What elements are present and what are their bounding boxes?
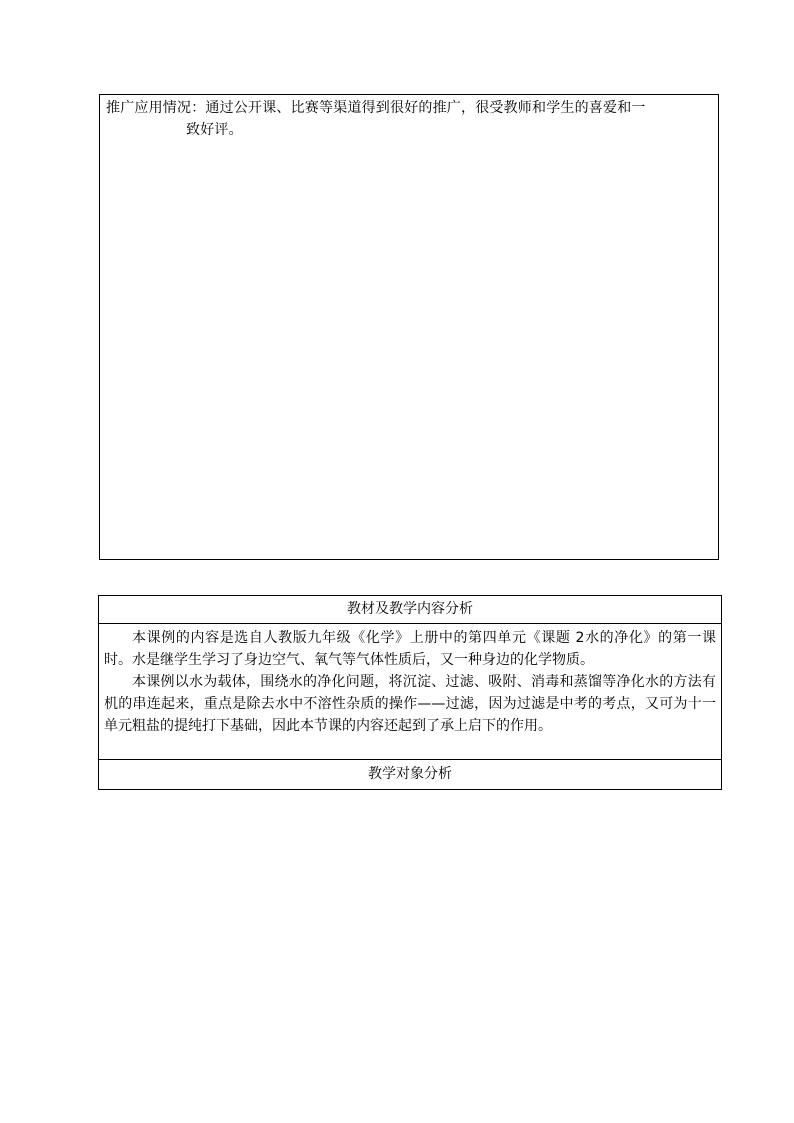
analysis-header-row: [99, 596, 722, 624]
promotion-line2: 致好评。: [186, 122, 243, 138]
analysis-body: [99, 624, 722, 760]
promotion-line1: 通过公开课、比赛等渠道得到很好的推广，很受教师和学生的喜爱和一: [205, 100, 646, 116]
promotion-box: [99, 94, 719, 560]
subject-header-row: [99, 760, 722, 790]
analysis-paragraph-2: 本课例以水为载体，围绕水的净化问题，将沉淀、过滤、吸附、消毒和蒸馏等净化水的方法有机的串连起来，重点是除去水中不溶性杂质的操作——过滤，因为过滤是中考的考点，又可为十一单元粗盐的提纯打下基础，因此本节课的内容还起到了承上启下的作用。: [104, 674, 716, 734]
analysis-paragraph-1: 本课例的内容是选自人教版九年级《化学》上册中的第四单元《课题 2水的净化》的第一课时。水是继学生学习了身边空气、氧气等气体性质后，又一种身边的化学物质。: [104, 630, 716, 668]
analysis-body-row: [99, 624, 722, 760]
subject-analysis-header: 教学对象分析: [99, 760, 722, 790]
promotion-text: [106, 97, 714, 141]
analysis-header: 教材及教学内容分析: [99, 596, 722, 624]
analysis-table: [98, 595, 722, 790]
promotion-label: 推广应用情况：: [106, 100, 206, 116]
